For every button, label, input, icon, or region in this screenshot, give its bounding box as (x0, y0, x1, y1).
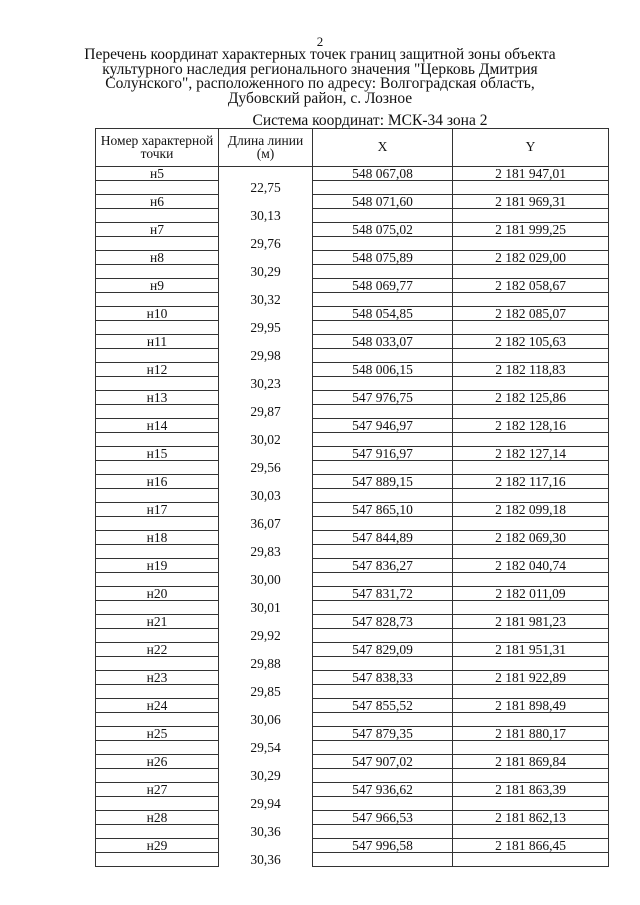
table-row (96, 223, 609, 237)
spacer-cell (313, 825, 453, 839)
y-coordinate-cell: 2 181 969,31 (453, 195, 609, 209)
table-row (96, 363, 609, 377)
x-coordinate-cell: 547 976,75 (313, 391, 453, 405)
point-name-cell: н9 (96, 279, 219, 293)
y-coordinate-cell: 2 181 981,23 (453, 615, 609, 629)
y-coordinate-cell: 2 181 999,25 (453, 223, 609, 237)
segment-length-row (96, 349, 609, 363)
point-name-cell: н26 (96, 755, 219, 769)
y-coordinate-cell: 2 181 880,17 (453, 727, 609, 741)
table-row (96, 755, 609, 769)
point-name-cell: н24 (96, 699, 219, 713)
segment-length-cell: 30,36 (219, 853, 313, 867)
y-coordinate-cell: 2 181 863,39 (453, 783, 609, 797)
point-name-cell: н21 (96, 615, 219, 629)
length-cell-empty (219, 839, 313, 853)
length-cell-empty (219, 307, 313, 321)
table-header-row (96, 129, 609, 167)
table-row (96, 587, 609, 601)
x-coordinate-cell: 548 069,77 (313, 279, 453, 293)
segment-length-row (96, 265, 609, 279)
coordinate-system-caption: Система координат: МСК-34 зона 2 (252, 112, 488, 129)
spacer-cell (453, 489, 609, 503)
point-name-cell: н14 (96, 419, 219, 433)
table-row (96, 251, 609, 265)
point-name-cell: н16 (96, 475, 219, 489)
spacer-cell (313, 349, 453, 363)
spacer-cell (96, 629, 219, 643)
spacer-cell (96, 825, 219, 839)
length-cell-empty (219, 503, 313, 517)
spacer-cell (453, 685, 609, 699)
length-cell-empty (219, 335, 313, 349)
table-row (96, 335, 609, 349)
coordinates-table-body (96, 167, 609, 867)
length-cell-empty (219, 475, 313, 489)
segment-length-row (96, 657, 609, 671)
spacer-cell (313, 405, 453, 419)
point-name-cell: н18 (96, 531, 219, 545)
y-coordinate-cell: 2 181 947,01 (453, 167, 609, 181)
segment-length-cell: 30,03 (219, 489, 313, 503)
spacer-cell (453, 377, 609, 391)
header-line-length: Длина линии (м) (219, 129, 313, 167)
point-name-cell: н6 (96, 195, 219, 209)
segment-length-row (96, 713, 609, 727)
segment-length-cell: 29,76 (219, 237, 313, 251)
spacer-cell (453, 349, 609, 363)
spacer-cell (96, 349, 219, 363)
segment-length-cell: 30,29 (219, 265, 313, 279)
y-coordinate-cell: 2 181 898,49 (453, 699, 609, 713)
x-coordinate-cell: 547 916,97 (313, 447, 453, 461)
spacer-cell (96, 237, 219, 251)
point-name-cell: н11 (96, 335, 219, 349)
segment-length-row (96, 405, 609, 419)
coordinates-table (95, 128, 609, 867)
point-name-cell: н7 (96, 223, 219, 237)
x-coordinate-cell: 547 838,33 (313, 671, 453, 685)
x-coordinate-cell: 547 996,58 (313, 839, 453, 853)
y-coordinate-cell: 2 182 127,14 (453, 447, 609, 461)
table-row (96, 167, 609, 181)
x-coordinate-cell: 547 836,27 (313, 559, 453, 573)
spacer-cell (96, 685, 219, 699)
spacer-cell (453, 769, 609, 783)
y-coordinate-cell: 2 182 058,67 (453, 279, 609, 293)
point-name-cell: н29 (96, 839, 219, 853)
table-row (96, 531, 609, 545)
segment-length-row (96, 545, 609, 559)
spacer-cell (96, 573, 219, 587)
spacer-cell (96, 181, 219, 195)
point-name-cell: н8 (96, 251, 219, 265)
segment-length-cell: 29,95 (219, 321, 313, 335)
table-row (96, 839, 609, 853)
length-cell-empty (219, 671, 313, 685)
segment-length-row (96, 741, 609, 755)
spacer-cell (453, 797, 609, 811)
spacer-cell (96, 853, 219, 867)
spacer-cell (96, 545, 219, 559)
table-row (96, 671, 609, 685)
y-coordinate-cell: 2 182 011,09 (453, 587, 609, 601)
spacer-cell (453, 713, 609, 727)
x-coordinate-cell: 548 071,60 (313, 195, 453, 209)
segment-length-cell: 36,07 (219, 517, 313, 531)
y-coordinate-cell: 2 181 862,13 (453, 811, 609, 825)
length-cell-empty (219, 167, 313, 181)
length-cell-empty (219, 251, 313, 265)
table-row (96, 699, 609, 713)
spacer-cell (453, 853, 609, 867)
table-row (96, 447, 609, 461)
spacer-cell (96, 209, 219, 223)
table-row (96, 559, 609, 573)
length-cell-empty (219, 447, 313, 461)
segment-length-cell: 30,23 (219, 377, 313, 391)
spacer-cell (313, 545, 453, 559)
spacer-cell (313, 181, 453, 195)
y-coordinate-cell: 2 182 125,86 (453, 391, 609, 405)
point-name-cell: н5 (96, 167, 219, 181)
title-line: Дубовский район, с. Лозное (227, 89, 413, 107)
spacer-cell (313, 853, 453, 867)
y-coordinate-cell: 2 182 128,16 (453, 419, 609, 433)
segment-length-cell: 29,92 (219, 629, 313, 643)
spacer-cell (453, 601, 609, 615)
segment-length-cell: 30,06 (219, 713, 313, 727)
spacer-cell (313, 461, 453, 475)
y-coordinate-cell: 2 182 117,16 (453, 475, 609, 489)
y-coordinate-cell: 2 182 105,63 (453, 335, 609, 349)
title-line: Солунского", расположенного по адресу: Волгоградская область, (105, 75, 535, 92)
segment-length-row (96, 769, 609, 783)
length-cell-empty (219, 391, 313, 405)
spacer-cell (313, 293, 453, 307)
spacer-cell (96, 601, 219, 615)
x-coordinate-cell: 547 936,62 (313, 783, 453, 797)
point-name-cell: н19 (96, 559, 219, 573)
x-coordinate-cell: 548 006,15 (313, 363, 453, 377)
x-coordinate-cell: 548 075,02 (313, 223, 453, 237)
length-cell-empty (219, 643, 313, 657)
spacer-cell (96, 377, 219, 391)
y-coordinate-cell: 2 182 029,00 (453, 251, 609, 265)
segment-length-row (96, 573, 609, 587)
table-row (96, 811, 609, 825)
spacer-cell (453, 657, 609, 671)
x-coordinate-cell: 547 966,53 (313, 811, 453, 825)
spacer-cell (313, 433, 453, 447)
spacer-cell (96, 405, 219, 419)
title-line: культурного наследия регионального значения "Церковь Дмитрия (102, 60, 538, 78)
segment-length-cell: 29,87 (219, 405, 313, 419)
segment-length-cell: 30,29 (219, 769, 313, 783)
table-row (96, 195, 609, 209)
table-row (96, 391, 609, 405)
segment-length-cell: 29,98 (219, 349, 313, 363)
x-coordinate-cell: 547 879,35 (313, 727, 453, 741)
segment-length-cell: 30,32 (219, 293, 313, 307)
x-coordinate-cell: 547 828,73 (313, 615, 453, 629)
spacer-cell (96, 461, 219, 475)
segment-length-row (96, 321, 609, 335)
segment-length-row (96, 237, 609, 251)
x-coordinate-cell: 547 829,09 (313, 643, 453, 657)
header-y: Y (453, 129, 609, 167)
segment-length-cell: 29,88 (219, 657, 313, 671)
segment-length-row (96, 797, 609, 811)
length-cell-empty (219, 419, 313, 433)
spacer-cell (96, 657, 219, 671)
point-name-cell: н20 (96, 587, 219, 601)
y-coordinate-cell: 2 181 866,45 (453, 839, 609, 853)
point-name-cell: н12 (96, 363, 219, 377)
point-name-cell: н13 (96, 391, 219, 405)
y-coordinate-cell: 2 182 040,74 (453, 559, 609, 573)
y-coordinate-cell: 2 182 069,30 (453, 531, 609, 545)
table-row (96, 643, 609, 657)
spacer-cell (313, 517, 453, 531)
segment-length-row (96, 825, 609, 839)
table-row (96, 307, 609, 321)
point-name-cell: н27 (96, 783, 219, 797)
point-name-cell: н17 (96, 503, 219, 517)
spacer-cell (96, 489, 219, 503)
spacer-cell (96, 433, 219, 447)
x-coordinate-cell: 548 067,08 (313, 167, 453, 181)
length-cell-empty (219, 531, 313, 545)
point-name-cell: н23 (96, 671, 219, 685)
x-coordinate-cell: 547 946,97 (313, 419, 453, 433)
spacer-cell (313, 713, 453, 727)
table-row (96, 615, 609, 629)
spacer-cell (453, 461, 609, 475)
point-name-cell: н22 (96, 643, 219, 657)
spacer-cell (313, 741, 453, 755)
spacer-cell (313, 321, 453, 335)
segment-length-cell: 22,75 (219, 181, 313, 195)
table-row (96, 503, 609, 517)
spacer-cell (453, 629, 609, 643)
spacer-cell (313, 657, 453, 671)
length-cell-empty (219, 727, 313, 741)
spacer-cell (96, 797, 219, 811)
segment-length-cell: 29,54 (219, 741, 313, 755)
spacer-cell (453, 265, 609, 279)
spacer-cell (453, 433, 609, 447)
spacer-cell (453, 321, 609, 335)
segment-length-cell: 29,85 (219, 685, 313, 699)
segment-length-cell: 29,83 (219, 545, 313, 559)
length-cell-empty (219, 783, 313, 797)
length-cell-empty (219, 363, 313, 377)
spacer-cell (453, 181, 609, 195)
x-coordinate-cell: 547 907,02 (313, 755, 453, 769)
y-coordinate-cell: 2 182 099,18 (453, 503, 609, 517)
segment-length-row (96, 601, 609, 615)
segment-length-cell: 30,00 (219, 573, 313, 587)
spacer-cell (313, 377, 453, 391)
point-name-cell: н28 (96, 811, 219, 825)
document-title (60, 48, 580, 106)
spacer-cell (313, 685, 453, 699)
spacer-cell (313, 265, 453, 279)
length-cell-empty (219, 699, 313, 713)
spacer-cell (453, 545, 609, 559)
segment-length-row (96, 433, 609, 447)
segment-length-cell: 29,94 (219, 797, 313, 811)
segment-length-row (96, 181, 609, 195)
spacer-cell (96, 321, 219, 335)
segment-length-cell: 30,02 (219, 433, 313, 447)
title-line: Перечень координат характерных точек границ защитной зоны объекта (84, 46, 556, 63)
spacer-cell (453, 405, 609, 419)
spacer-cell (96, 769, 219, 783)
segment-length-row (96, 377, 609, 391)
segment-length-row (96, 209, 609, 223)
spacer-cell (96, 265, 219, 279)
segment-length-row (96, 685, 609, 699)
length-cell-empty (219, 755, 313, 769)
x-coordinate-cell: 547 844,89 (313, 531, 453, 545)
segment-length-row (96, 517, 609, 531)
x-coordinate-cell: 547 889,15 (313, 475, 453, 489)
spacer-cell (313, 629, 453, 643)
spacer-cell (313, 769, 453, 783)
segment-length-row (96, 629, 609, 643)
spacer-cell (313, 797, 453, 811)
header-x: X (313, 129, 453, 167)
point-name-cell: н25 (96, 727, 219, 741)
length-cell-empty (219, 615, 313, 629)
table-row (96, 727, 609, 741)
table-row (96, 783, 609, 797)
spacer-cell (313, 573, 453, 587)
length-cell-empty (219, 223, 313, 237)
spacer-cell (453, 573, 609, 587)
spacer-cell (96, 293, 219, 307)
x-coordinate-cell: 547 855,52 (313, 699, 453, 713)
spacer-cell (453, 517, 609, 531)
y-coordinate-cell: 2 181 922,89 (453, 671, 609, 685)
header-point-number: Номер характерной точки (96, 129, 219, 167)
spacer-cell (313, 601, 453, 615)
y-coordinate-cell: 2 182 085,07 (453, 307, 609, 321)
length-cell-empty (219, 559, 313, 573)
spacer-cell (453, 209, 609, 223)
spacer-cell (313, 209, 453, 223)
x-coordinate-cell: 548 054,85 (313, 307, 453, 321)
spacer-cell (453, 237, 609, 251)
spacer-cell (453, 825, 609, 839)
length-cell-empty (219, 279, 313, 293)
segment-length-cell: 29,56 (219, 461, 313, 475)
length-cell-empty (219, 811, 313, 825)
spacer-cell (453, 293, 609, 307)
spacer-cell (453, 741, 609, 755)
segment-length-row (96, 489, 609, 503)
x-coordinate-cell: 547 831,72 (313, 587, 453, 601)
length-cell-empty (219, 587, 313, 601)
x-coordinate-cell: 547 865,10 (313, 503, 453, 517)
y-coordinate-cell: 2 181 869,84 (453, 755, 609, 769)
page-number: 2 (316, 34, 324, 49)
x-coordinate-cell: 548 075,89 (313, 251, 453, 265)
segment-length-row (96, 461, 609, 475)
segment-length-cell: 30,01 (219, 601, 313, 615)
segment-length-row (96, 853, 609, 867)
point-name-cell: н10 (96, 307, 219, 321)
spacer-cell (96, 713, 219, 727)
table-row (96, 475, 609, 489)
spacer-cell (313, 489, 453, 503)
table-row (96, 279, 609, 293)
segment-length-cell: 30,13 (219, 209, 313, 223)
segment-length-cell: 30,36 (219, 825, 313, 839)
length-cell-empty (219, 195, 313, 209)
spacer-cell (96, 517, 219, 531)
point-name-cell: н15 (96, 447, 219, 461)
table-row (96, 419, 609, 433)
spacer-cell (313, 237, 453, 251)
spacer-cell (96, 741, 219, 755)
x-coordinate-cell: 548 033,07 (313, 335, 453, 349)
y-coordinate-cell: 2 181 951,31 (453, 643, 609, 657)
y-coordinate-cell: 2 182 118,83 (453, 363, 609, 377)
segment-length-row (96, 293, 609, 307)
